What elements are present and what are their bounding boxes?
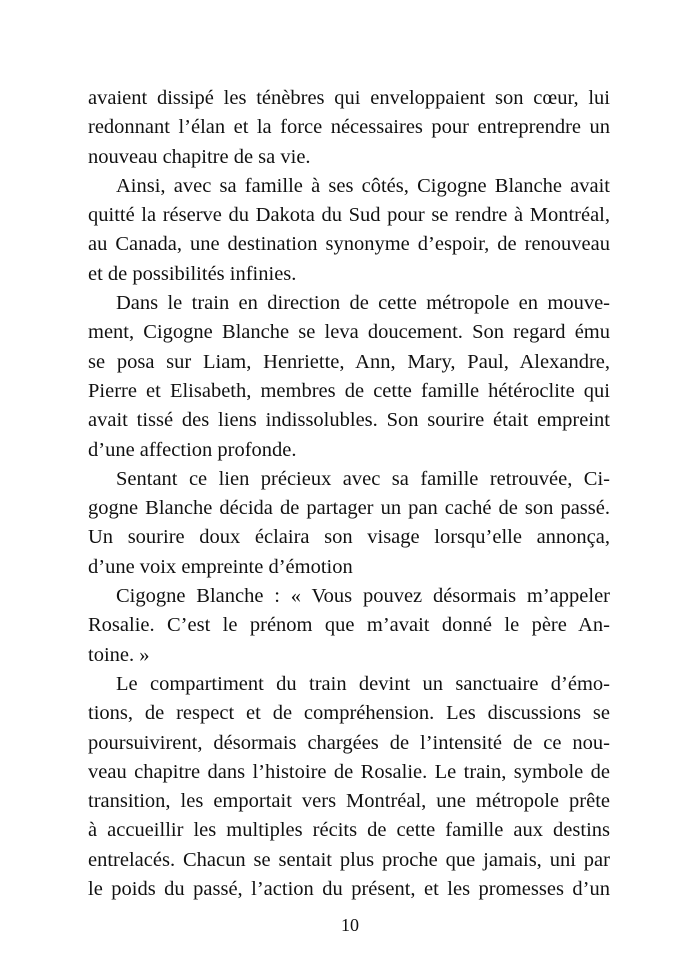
text-line: poursuivirent, désormais chargées de l’intensité de ce nou- <box>88 731 610 754</box>
text-line: se posa sur Liam, Henriette, Ann, Mary, Paul, Alexandre, <box>88 350 610 373</box>
paragraph-6 <box>88 670 610 904</box>
text-line: avaient dissipé les ténèbres qui enveloppaient son cœur, lui <box>88 87 610 109</box>
text-line: Le compartiment du train devint un sanctuaire d’émo- <box>116 672 610 695</box>
text-line: nouveau chapitre de sa vie. <box>88 145 311 168</box>
text-line: à accueillir les multiples récits de cette famille aux destins <box>88 819 610 842</box>
text-line: ment, Cigogne Blanche se leva doucement. Son regard ému <box>88 321 610 344</box>
text-line: Dans le train en direction de cette métropole en mouve- <box>116 292 610 315</box>
text-line: redonnant l’élan et la force nécessaires pour entreprendre un <box>88 116 610 139</box>
page-number: 10 <box>341 915 359 935</box>
text-line: Un sourire doux éclaira son visage lorsqu’elle annonça, <box>88 526 610 549</box>
text-line: d’une affection profonde. <box>88 438 297 461</box>
paragraph-5 <box>88 582 610 670</box>
text-line: veau chapitre dans l’histoire de Rosalie. Le train, symbole de <box>88 760 610 783</box>
text-line: toine. » <box>88 643 150 666</box>
text-line: et de possibilités infinies. <box>88 262 297 285</box>
text-line: avait tissé des liens indissolubles. Son sourire était empreint <box>88 409 610 432</box>
text-line: Sentant ce lien précieux avec sa famille retrouvée, Ci- <box>116 467 610 490</box>
text-line: d’une voix empreinte d’émotion <box>88 555 353 578</box>
paragraph-1 <box>88 84 610 172</box>
text-line: Rosalie. C’est le prénom que m’avait donné le père An- <box>88 614 610 637</box>
text-line: Ainsi, avec sa famille à ses côtés, Cigogne Blanche avait <box>116 174 610 197</box>
text-line: tions, de respect et de compréhension. Les discussions se <box>88 702 610 725</box>
text-line: quitté la réserve du Dakota du Sud pour se rendre à Montréal, <box>88 204 610 227</box>
text-line: transition, les emportait vers Montréal, une métropole prête <box>88 790 610 813</box>
page-body <box>88 84 610 904</box>
text-line: le poids du passé, l’action du présent, et les promesses d’un <box>88 878 610 901</box>
text-line: entrelacés. Chacun se sentait plus proche que jamais, uni par <box>88 848 610 871</box>
paragraph-2 <box>88 172 610 289</box>
text-line: Pierre et Elisabeth, membres de cette famille hétéroclite qui <box>88 379 610 402</box>
text-line: Cigogne Blanche : « Vous pouvez désormais m’appeler <box>116 585 610 608</box>
text-line: au Canada, une destination synonyme d’espoir, de renouveau <box>88 233 610 256</box>
paragraph-4 <box>88 465 610 582</box>
paragraph-3 <box>88 289 610 465</box>
text-line: gogne Blanche décida de partager un pan caché de son passé. <box>88 497 610 520</box>
